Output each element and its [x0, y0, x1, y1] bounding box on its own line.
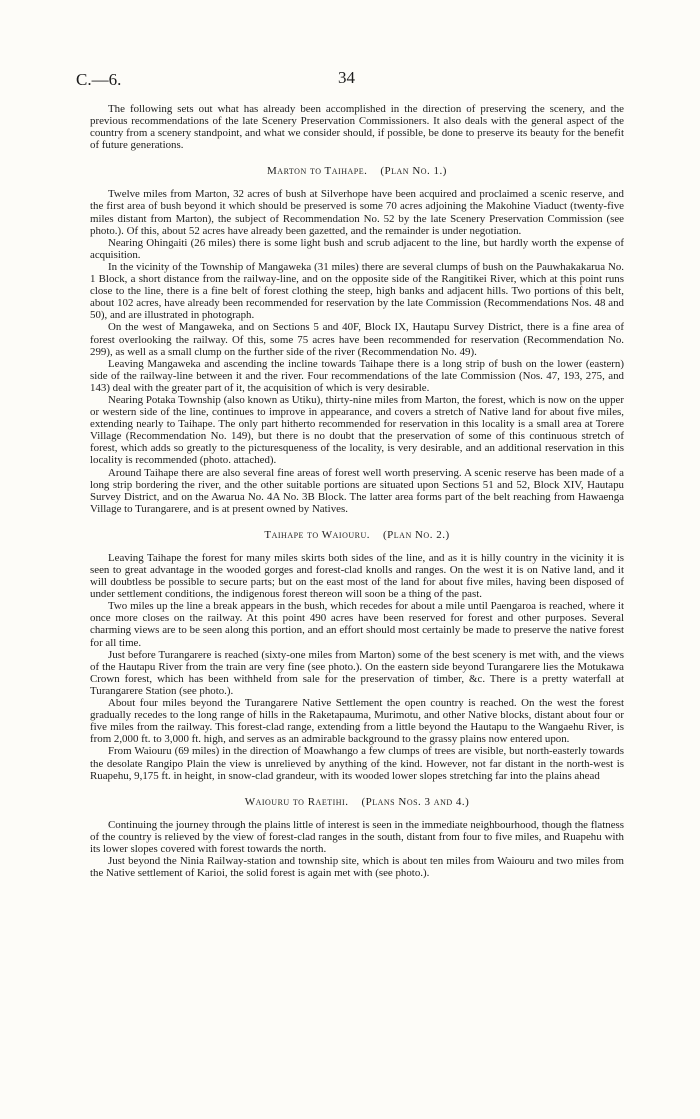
section-plan: (Plan No. 2.)	[383, 528, 450, 541]
section-heading	[90, 796, 624, 808]
section-route: Waiouru to Raetihi.	[244, 795, 349, 808]
section-heading	[90, 529, 624, 541]
paragraph: Just beyond the Ninia Railway-station and township site, which is about ten miles from Waiouru and two miles from the Native settlement of Karioi, the solid forest is again met with (see photo.).	[90, 854, 624, 880]
section-heading	[90, 165, 624, 177]
paragraph: On the west of Mangaweka, and on Sections 5 and 40F, Block IX, Hautapu Survey District, there is a fine area of forest overlooking the railway. Of this, some 75 acres have been recommended for reservation (Recommendation No. 299), as well as a small clump on the further side of the river (Recommendation No. 49).	[90, 321, 624, 358]
paragraph: Nearing Potaka Township (also known as Utiku), thirty-nine miles from Marton, the forest, which is now on the upper or western side of the line, continues to improve in appearance, and covers a stretch of Native land for about five miles, extending nearly to Taihape. The only part hitherto recommended for reservation in this locality is a small area at Torere Village (Recommendation No. 149), but there is no doubt that the preservation of some of this continuous stretch of forest, which adds so greatly to the picturesqueness of the locality, is very desirable, and an additional reservation in this locality is recommended (photo. attached).	[90, 393, 624, 467]
paragraph: Twelve miles from Marton, 32 acres of bush at Silverhope have been acquired and proclaimed a scenic reserve, and the first area of bush beyond it which should be preserved is some 70 acres adjoining the Makohine Viaduct (twenty-five miles distant from Marton), the subject of Recommendation No. 52 by the late Scenery Preservation Commission (see photo.). Of this, about 52 acres have already been gazetted, and the remainder is under negotiation.	[90, 188, 624, 237]
paragraph: Leaving Taihape the forest for many miles skirts both sides of the line, and as it is hilly country in the vicinity it is seen to great advantage in the wooded gorges and forest-clad knolls and ranges. On the west it is on Native land, and it will doubtless be possible to secure parts; but on the east most of the land for about five miles, having been disposed of under settlement conditions, the indigenous forest thereon will soon be a thing of the past.	[90, 551, 624, 601]
paragraph: Nearing Ohingaiti (26 miles) there is some light bush and scrub adjacent to the line, but hardly worth the expense of acquisition.	[90, 236, 624, 261]
page-number: 34	[338, 68, 355, 87]
section-route: Marton to Taihape.	[267, 165, 368, 178]
page-body	[90, 103, 624, 879]
paragraph: Leaving Mangaweka and ascending the incline towards Taihape there is a long strip of bush on the lower (eastern) side of the railway-line between it and the river. Four recommendations of the late Commission (Nos. 47, 193, 275, and 143) deal with the greater part of it, the acquisition of which is very desirable.	[90, 357, 624, 394]
paragraph: Continuing the journey through the plains little of interest is seen in the immediate neighbourhood, though the flatness of the country is relieved by the view of forest-clad ranges in the south, distant from four to five miles, and Ruapehu with its lower slopes covered with forest towards the north.	[90, 818, 625, 855]
section-plan: (Plan No. 1.)	[380, 165, 447, 178]
paragraph: From Waiouru (69 miles) in the direction of Moawhango a few clumps of trees are visible, but north-easterly towards the desolate Rangipo Plain the view is unrelieved by anything of the kind. However, not far distant in the north-west is Ruapehu, 9,175 ft. in height, in snow-clad grandeur, with its wooded lower slopes stretching far into the plains ahead	[90, 745, 624, 782]
paragraph: Around Taihape there are also several fine areas of forest well worth preserving. A scenic reserve has been made of a long strip bordering the river, and the other suitable portions are situated upon Sections 51 and 52, Block XIV, Hautapu Survey District, and on the Awarua No. 4A No. 3B Block. The latter area forms part of the belt reaching from Hawaenga Village to Turangarere, and is at present owned by Natives.	[90, 466, 624, 515]
paragraph: Two miles up the line a break appears in the bush, which recedes for about a mile until Paengaroa is reached, where it once more closes on the railway. At this point 490 acres have been reserved for forest and other purposes. Several charming views are to be seen along this portion, and an effort should most certainly be made to preserve the native forest for all time.	[90, 600, 624, 649]
paragraph: About four miles beyond the Turangarere Native Settlement the open country is reached. On the west the forest gradually recedes to the long range of hills in the Raketapauma, Murimotu, and other Native blocks, distant about four or five miles from the railway. This forest-clad range, extending from a little beyond the Hautapu to the Wangaehu River, is from 2,000 ft. to 3,000 ft. high, and serves as an admirable background to the grassy plains now entered upon.	[90, 697, 624, 746]
document-reference: C.—6.	[76, 70, 122, 89]
section-plan: (Plans Nos. 3 and 4.)	[361, 795, 470, 808]
intro-paragraph: The following sets out what has already been accomplished in the direction of preserving the scenery, and the previous recommendations of the late Scenery Preservation Commissioners. It also deals with the general aspect of the country from a scenery standpoint, and what we consider should, if possible, be done to preserve its beauty for the benefit of future generations.	[90, 103, 624, 152]
paragraph: Just before Turangarere is reached (sixty-one miles from Marton) some of the best scenery is met with, and the views of the Hautapu River from the train are very fine (see photo.). On the eastern side beyond Turangarere lies the Motukawa Crown forest, which has been withheld from sale for the preservation of timber, &c. There is a pretty waterfall at Turangarere Station (see photo.).	[90, 648, 624, 697]
section-route: Taihape to Waiouru.	[264, 528, 370, 541]
paragraph: In the vicinity of the Township of Mangaweka (31 miles) there are several clumps of bush on the Pauwhakakarua No. 1 Block, a short distance from the railway-line, and on the opposite side of the Rangitikei River, which at this point runs close to the line, there is a fine belt of forest clothing the steep, high banks and adjacent hills. Two portions of this belt, about 102 acres, have already been recommended for reservation by the late Commission (Recommendations Nos. 48 and 50), and are illustrated in photograph.	[90, 260, 624, 322]
page-header	[0, 70, 700, 92]
